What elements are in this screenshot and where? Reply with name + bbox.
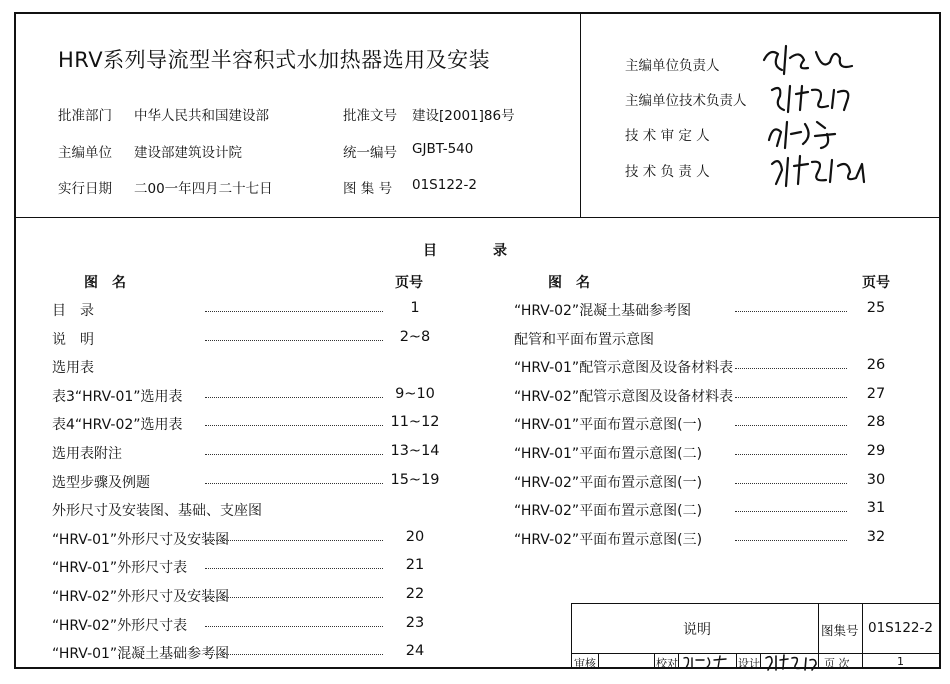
toc-leader-dots — [205, 397, 383, 398]
toc-item-page: 26 — [866, 357, 886, 374]
toc-item-name: 选型步骤及例题 — [52, 474, 150, 491]
toc-right-page-header: 页号 — [862, 275, 890, 291]
toc-leader-dots — [735, 397, 847, 398]
toc-leader-dots — [205, 425, 383, 426]
toc-leader-dots — [205, 311, 383, 312]
toc-left-name-header: 图 名 — [84, 275, 126, 291]
toc-item-page: 31 — [866, 500, 886, 517]
tb-top-line — [571, 603, 941, 604]
toc-item-name: 目 录 — [52, 303, 94, 319]
toc-item-page: 23 — [405, 614, 425, 631]
toc-item-page: 2~8 — [399, 328, 431, 345]
toc-item-name: “HRV-02”平面布置示意图(二) — [514, 503, 703, 520]
tb-mid-line — [571, 653, 941, 654]
unified-no-label: 统一编号 — [343, 145, 397, 161]
toc-item-page: 20 — [405, 528, 425, 545]
toc-item-name: “HRV-02”外形尺寸表 — [52, 617, 188, 634]
checker-signature — [682, 654, 732, 670]
tb-vline-3 — [598, 653, 599, 669]
tb-review-label: 审核 — [574, 657, 596, 670]
toc-left-page-header: 页号 — [395, 275, 423, 291]
editor-unit-label: 主编单位 — [58, 145, 112, 161]
toc-item-name: “HRV-02”平面布置示意图(三) — [514, 531, 703, 548]
approval-no-label: 批准文号 — [343, 108, 397, 124]
technical-approver-label: 技 术 审 定 人 — [625, 128, 710, 144]
toc-leader-dots — [205, 626, 383, 627]
unified-no-value: GJBT-540 — [412, 141, 474, 157]
toc-leader-dots — [735, 425, 847, 426]
toc-item-page: 15~19 — [390, 471, 440, 488]
toc-item-name: “HRV-01”平面布置示意图(二) — [514, 446, 703, 462]
effective-date-value: 二00一年四月二十七日 — [134, 181, 273, 197]
toc-item-page: 30 — [866, 471, 886, 488]
toc-leader-dots — [735, 368, 847, 369]
toc-item-page: 13~14 — [390, 443, 440, 459]
toc-leader-dots — [735, 311, 847, 312]
approval-dept-value: 中华人民共和国建设部 — [134, 108, 269, 124]
tb-design-label: 设计 — [738, 657, 760, 670]
toc-item-name: 配管和平面布置示意图 — [514, 331, 654, 348]
toc-leader-dots — [205, 597, 383, 598]
technical-lead-label: 技 术 负 责 人 — [625, 164, 710, 180]
signature-1 — [760, 40, 860, 80]
signature-3 — [765, 114, 855, 152]
tb-left-line — [571, 603, 572, 669]
toc-item-name: 选用表 — [52, 360, 94, 377]
designer-signature — [764, 652, 820, 672]
toc-item-page: 24 — [405, 643, 425, 660]
sheet-title: 说明 — [683, 622, 711, 638]
toc-leader-dots — [735, 511, 847, 512]
toc-leader-dots — [205, 340, 383, 341]
toc-item-name: “HRV-02”混凝土基础参考图 — [514, 303, 692, 319]
toc-item-page: 11~12 — [390, 414, 440, 431]
atlas-no-label: 图 集 号 — [343, 181, 393, 197]
tb-page-no: 1 — [897, 655, 904, 668]
toc-item-name: “HRV-02”平面布置示意图(一) — [514, 474, 703, 491]
chief-editor-unit-head-label: 主编单位负责人 — [625, 58, 720, 74]
toc-leader-dots — [205, 454, 383, 455]
chief-editor-tech-head-label: 主编单位技术负责人 — [625, 93, 747, 109]
toc-item-name: 选用表附注 — [52, 446, 122, 462]
tb-vline-5 — [678, 653, 679, 669]
toc-heading: 目 录 — [423, 243, 507, 259]
toc-item-name: 表4“HRV-02”选用表 — [52, 417, 183, 434]
tb-vline-7 — [760, 653, 761, 669]
toc-leader-dots — [205, 483, 383, 484]
toc-item-page: 9~10 — [395, 385, 435, 402]
tb-vline-2 — [862, 603, 863, 669]
toc-item-name: “HRV-01”混凝土基础参考图 — [52, 646, 230, 663]
toc-leader-dots — [735, 540, 847, 541]
tb-vline-4 — [654, 653, 655, 669]
toc-item-name: “HRV-02”外形尺寸及安装图 — [52, 589, 230, 605]
atlas-no-value: 01S122-2 — [412, 177, 477, 193]
approval-no-value: 建设[2001]86号 — [412, 108, 515, 124]
tb-vline-6 — [736, 653, 737, 669]
toc-item-name: “HRV-01”外形尺寸及安装图 — [52, 531, 230, 548]
tb-page-label: 页 次 — [824, 657, 850, 670]
toc-leader-dots — [735, 483, 847, 484]
header-vertical-divider — [580, 12, 581, 217]
toc-item-page: 21 — [405, 557, 425, 574]
tb-atlas-label: 图集号 — [821, 623, 859, 638]
toc-item-page: 25 — [866, 300, 886, 316]
toc-leader-dots — [205, 568, 383, 569]
toc-item-page: 29 — [866, 443, 886, 459]
signature-2 — [768, 80, 868, 116]
toc-leader-dots — [205, 540, 383, 541]
toc-item-page: 1 — [410, 300, 420, 316]
toc-item-name: “HRV-02”配管示意图及设备材料表 — [514, 388, 734, 405]
toc-item-page: 32 — [866, 528, 886, 545]
toc-leader-dots — [205, 654, 383, 655]
toc-item-page: 22 — [405, 586, 425, 602]
approval-dept-label: 批准部门 — [58, 108, 112, 124]
tb-atlas-no: 01S122-2 — [868, 620, 933, 636]
atlas-title: HRV系列导流型半容积式水加热器选用及安装 — [58, 48, 491, 72]
toc-item-name: “HRV-01”配管示意图及设备材料表 — [514, 360, 734, 377]
toc-item-name: 外形尺寸及安装图、基础、支座图 — [52, 503, 262, 520]
toc-item-page: 27 — [866, 385, 886, 402]
toc-item-name: 表3“HRV-01”选用表 — [52, 388, 183, 405]
toc-leader-dots — [735, 454, 847, 455]
toc-item-page: 28 — [866, 414, 886, 431]
tb-check-label: 校对 — [656, 657, 678, 670]
toc-item-name: 说 明 — [52, 331, 94, 348]
editor-unit-value: 建设部建筑设计院 — [134, 145, 242, 161]
header-divider — [14, 217, 941, 218]
effective-date-label: 实行日期 — [58, 181, 112, 197]
toc-right-name-header: 图 名 — [548, 275, 590, 291]
toc-item-name: “HRV-01”外形尺寸表 — [52, 560, 188, 577]
toc-item-name: “HRV-01”平面布置示意图(一) — [514, 417, 703, 434]
signature-4 — [768, 150, 878, 190]
